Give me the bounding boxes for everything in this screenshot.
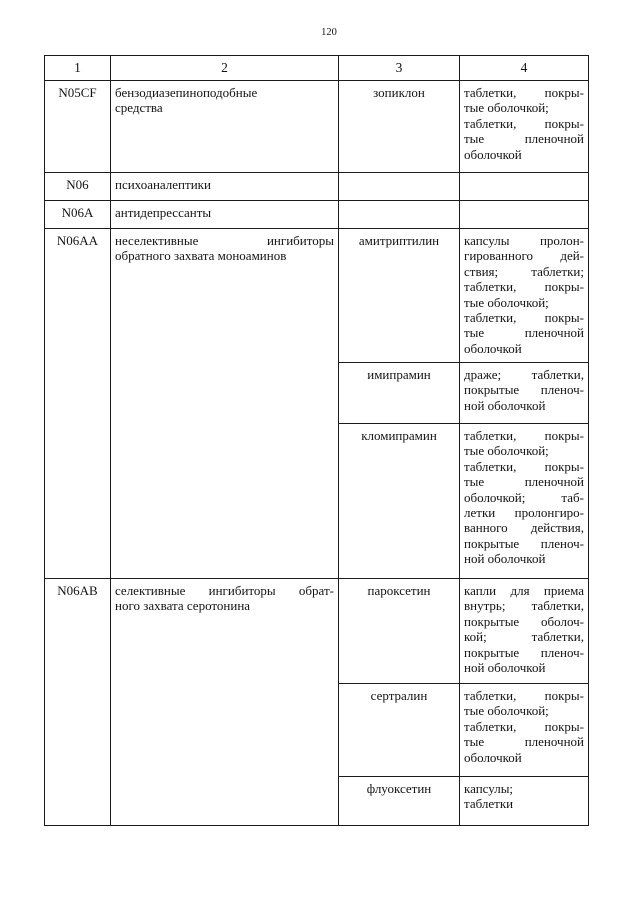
form-text-line: ной оболочкой <box>464 397 546 413</box>
form-text-line: тые оболочкой; <box>464 443 549 459</box>
group-text-line: средства <box>115 100 163 116</box>
form-text-line: летки пролонгиро- <box>464 505 584 521</box>
form-text-line: таблетки, покры- <box>464 458 584 474</box>
form-text-line: гированного дей- <box>464 248 584 264</box>
forms-cell <box>460 424 589 579</box>
group-text-line: бензодиазепиноподобные <box>115 85 258 100</box>
drug-cell: сертралин <box>339 684 460 777</box>
form-text-line: ванного действия, <box>464 520 584 536</box>
form-text-line: таблетки, покры- <box>464 428 584 443</box>
form-text-line: капсулы; <box>464 781 514 796</box>
drug-cell: амитриптилин <box>339 229 460 363</box>
form-text-line: внутрь; таблетки, <box>464 598 584 614</box>
page-number: 120 <box>321 27 337 38</box>
group-text-line: селективные ингибиторы обрат- <box>115 583 334 598</box>
forms-cell <box>460 777 589 826</box>
column-header-3: 3 <box>339 56 460 81</box>
drug-cell-empty <box>339 201 460 229</box>
form-text-line: ной оболочкой <box>464 551 546 567</box>
forms-cell <box>460 579 589 684</box>
column-header-4: 4 <box>460 56 589 81</box>
group-text-line: психоаналептики <box>115 177 211 192</box>
group-cell <box>111 579 339 826</box>
form-text-line: тые оболочкой; <box>464 100 549 116</box>
form-text-line: тые пленочной <box>464 131 584 147</box>
form-text-line: оболочкой <box>464 340 522 356</box>
form-text-line: капсулы пролон- <box>464 233 584 248</box>
forms-cell <box>460 363 589 424</box>
table-row <box>45 81 589 173</box>
form-text-line: ной оболочкой <box>464 660 546 676</box>
form-text-line: таблетки, покры- <box>464 310 584 326</box>
drug-cell-empty <box>339 173 460 201</box>
forms-cell <box>460 229 589 363</box>
drug-cell: кломипрамин <box>339 424 460 579</box>
form-text-line: тые оболочкой; <box>464 703 549 719</box>
column-header-1: 1 <box>45 56 111 81</box>
drug-cell: флуоксетин <box>339 777 460 826</box>
form-text-line: тые пленочной <box>464 474 584 490</box>
group-cell <box>111 201 339 229</box>
table-row <box>45 229 589 363</box>
form-text-line: тые пленочной <box>464 325 584 341</box>
drug-table <box>44 55 589 826</box>
form-text-line: драже; таблетки, <box>464 367 584 382</box>
forms-cell <box>460 81 589 173</box>
form-text-line: покрытые пленоч- <box>464 644 584 660</box>
form-text-line: капли для приема <box>464 583 584 598</box>
group-cell <box>111 229 339 579</box>
form-text-line: таблетки, покры- <box>464 279 584 295</box>
code-cell: N06AB <box>45 579 111 826</box>
drug-cell: зопиклон <box>339 81 460 173</box>
form-text-line: таблетки, покры- <box>464 718 584 734</box>
forms-cell-empty <box>460 173 589 201</box>
group-text-line: неселективные ингибиторы <box>115 233 334 248</box>
table-row <box>45 201 589 229</box>
code-cell: N06A <box>45 201 111 229</box>
forms-cell <box>460 684 589 777</box>
column-header-2: 2 <box>111 56 339 81</box>
form-text-line: покрытые пленоч- <box>464 382 584 398</box>
table-row <box>45 173 589 201</box>
group-text-line: обратного захвата моноаминов <box>115 248 287 264</box>
drug-cell: пароксетин <box>339 579 460 684</box>
form-text-line: тые пленочной <box>464 734 584 750</box>
form-text-line: оболочкой <box>464 749 522 765</box>
form-text-line: покрытые пленоч- <box>464 535 584 551</box>
form-text-line: таблетки, покры- <box>464 85 584 100</box>
form-text-line: таблетки, покры- <box>464 688 584 703</box>
form-text-line: кой; таблетки, <box>464 629 584 645</box>
form-text-line: таблетки <box>464 796 514 812</box>
group-text-line: ного захвата серотонина <box>115 598 251 614</box>
table-row <box>45 579 589 684</box>
forms-cell-empty <box>460 201 589 229</box>
form-text-line: ствия; таблетки; <box>464 263 584 279</box>
table-header-row <box>45 56 589 81</box>
group-cell <box>111 81 339 173</box>
form-text-line: тые оболочкой; <box>464 294 549 310</box>
drug-cell: имипрамин <box>339 363 460 424</box>
code-cell: N06AA <box>45 229 111 579</box>
form-text-line: оболочкой <box>464 146 522 162</box>
group-cell <box>111 173 339 201</box>
code-cell: N05CF <box>45 81 111 173</box>
form-text-line: покрытые оболоч- <box>464 613 584 629</box>
group-text-line: антидепрессанты <box>115 205 212 220</box>
code-cell: N06 <box>45 173 111 201</box>
form-text-line: таблетки, покры- <box>464 115 584 131</box>
form-text-line: оболочкой; таб- <box>464 489 584 505</box>
